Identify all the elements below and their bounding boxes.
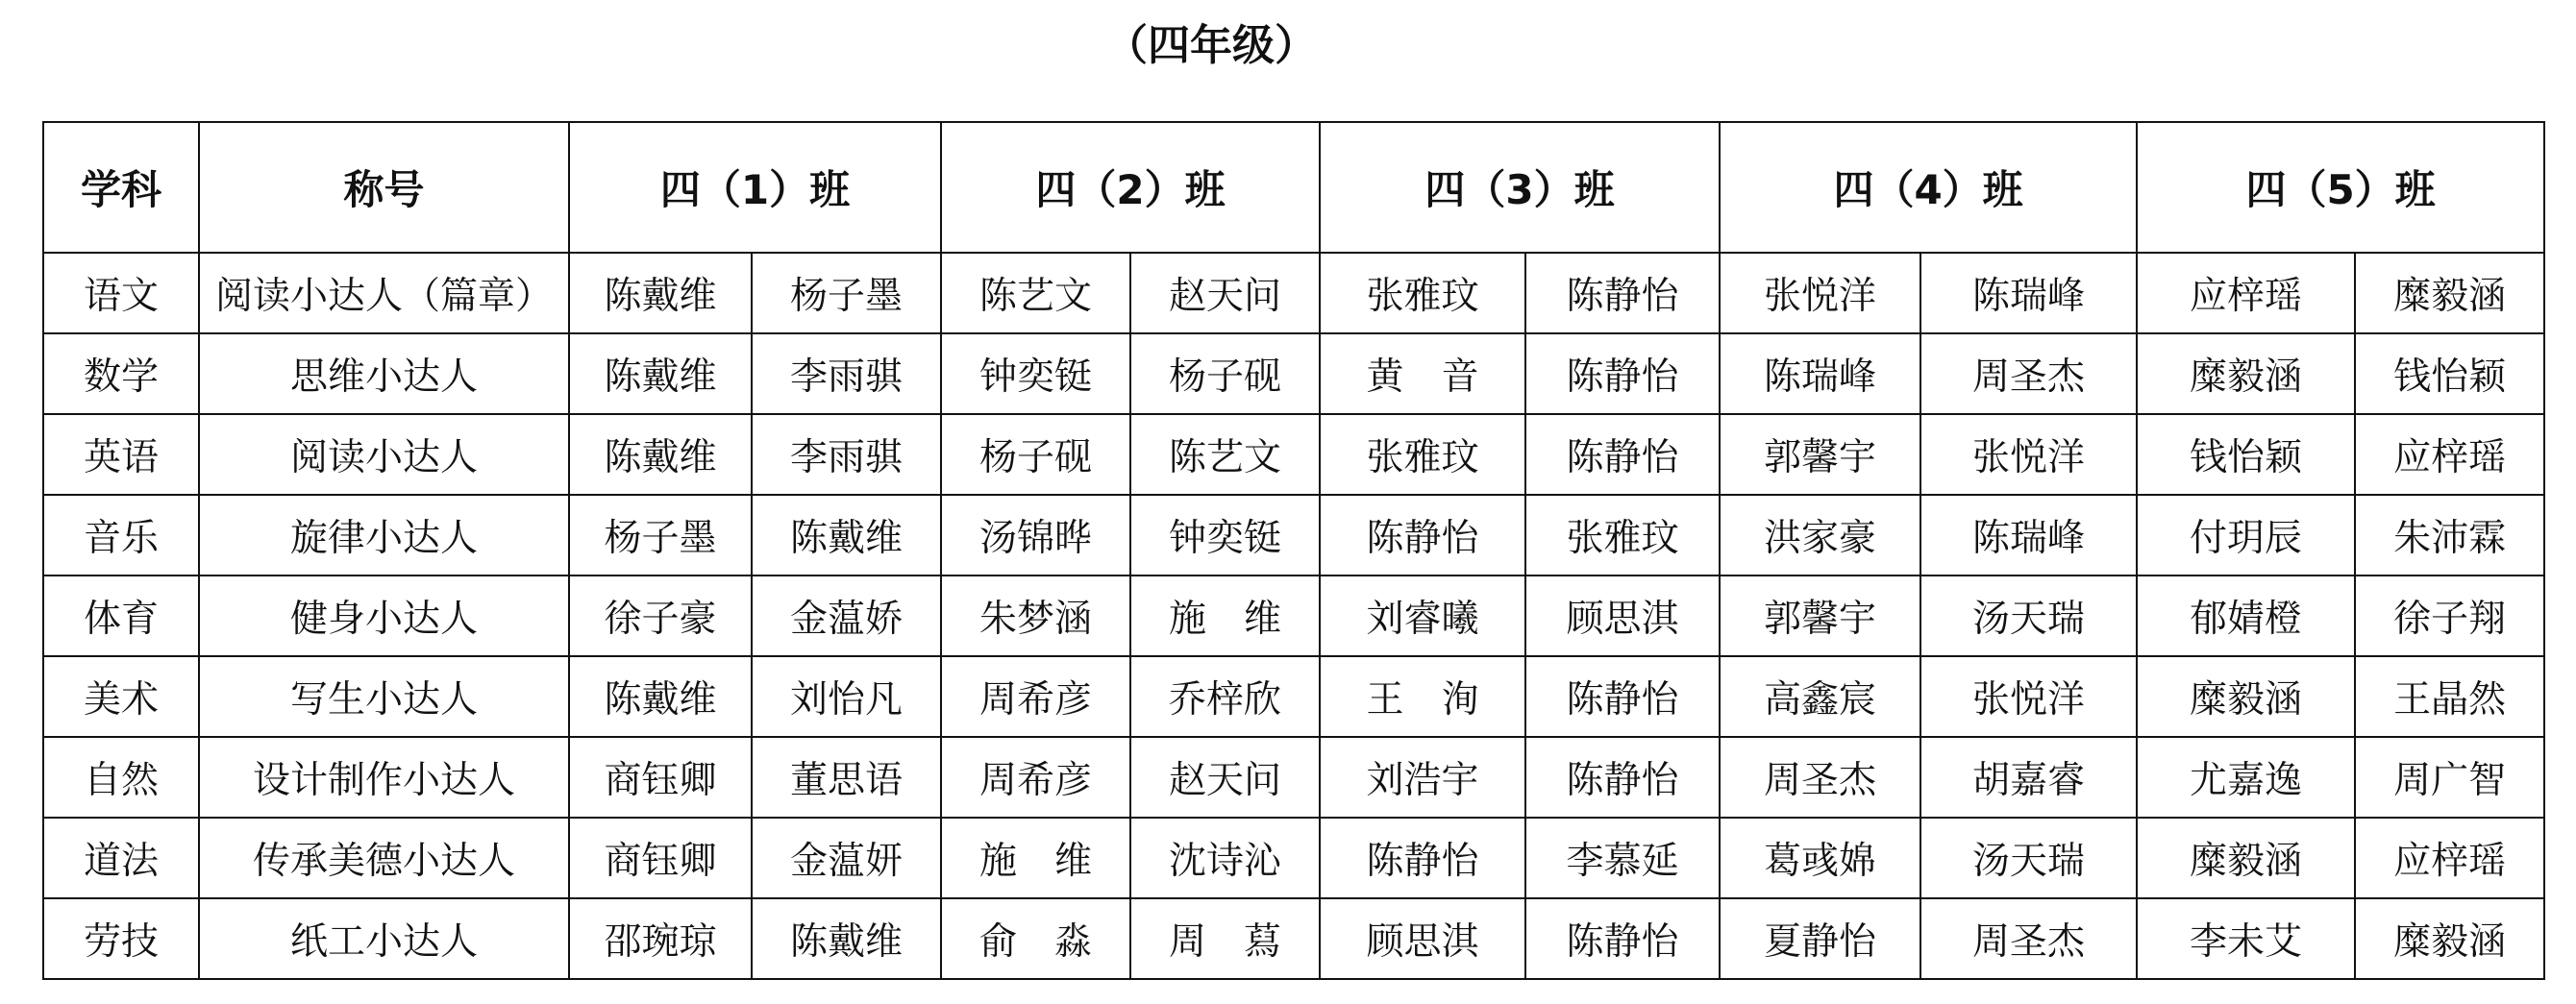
table-row [43,253,2544,333]
student-name-cell: 周希彦 [941,737,1130,818]
student-name-cell: 施 维 [941,818,1130,898]
table-row [43,414,2544,495]
student-name-cell: 李雨骐 [752,414,941,495]
student-name-cell: 徐子豪 [569,575,752,656]
student-name-cell: 陈艺文 [1130,414,1320,495]
student-name-cell: 乔梓欣 [1130,656,1320,737]
student-name-cell: 汤天瑞 [1920,575,2137,656]
subject-cell: 语文 [43,253,199,333]
table-row [43,495,2544,575]
student-name-cell: 陈静怡 [1320,818,1525,898]
student-name-cell: 夏静怡 [1720,898,1920,979]
student-name-cell: 陈戴维 [752,495,941,575]
student-name-cell: 葛彧婂 [1720,818,1920,898]
student-name-cell: 施 维 [1130,575,1320,656]
student-name-cell: 李雨骐 [752,333,941,414]
student-name-cell: 应梓瑶 [2355,818,2544,898]
student-name-cell: 商钰卿 [569,737,752,818]
awards-table [42,121,2545,980]
student-name-cell: 朱沛霖 [2355,495,2544,575]
student-name-cell: 应梓瑶 [2355,414,2544,495]
table-header [43,122,2544,253]
student-name-cell: 陈戴维 [569,656,752,737]
student-name-cell: 周圣杰 [1920,333,2137,414]
table-row [43,656,2544,737]
student-name-cell: 刘怡凡 [752,656,941,737]
student-name-cell: 付玥辰 [2137,495,2355,575]
student-name-cell: 陈静怡 [1320,495,1525,575]
student-name-cell: 杨子墨 [752,253,941,333]
table-row [43,898,2544,979]
student-name-cell: 顾思淇 [1320,898,1525,979]
student-name-cell: 陈戴维 [569,414,752,495]
student-name-cell: 周希彦 [941,656,1130,737]
student-name-cell: 陈戴维 [752,898,941,979]
subject-cell: 美术 [43,656,199,737]
subject-cell: 音乐 [43,495,199,575]
student-name-cell: 张悦洋 [1720,253,1920,333]
student-name-cell: 周圣杰 [1720,737,1920,818]
student-name-cell: 周圣杰 [1920,898,2137,979]
student-name-cell: 周广智 [2355,737,2544,818]
title-cell: 设计制作小达人 [199,737,569,818]
student-name-cell: 刘睿曦 [1320,575,1525,656]
student-name-cell: 陈瑞峰 [1920,495,2137,575]
student-name-cell: 张雅玟 [1320,253,1525,333]
title-cell: 阅读小达人（篇章） [199,253,569,333]
student-name-cell: 俞 淼 [941,898,1130,979]
title-cell: 纸工小达人 [199,898,569,979]
student-name-cell: 朱梦涵 [941,575,1130,656]
header-class-5: 四（5）班 [2137,122,2544,253]
student-name-cell: 钟奕铤 [1130,495,1320,575]
header-subject: 学科 [43,122,199,253]
subject-cell: 自然 [43,737,199,818]
subject-cell: 劳技 [43,898,199,979]
title-cell: 健身小达人 [199,575,569,656]
student-name-cell: 糜毅涵 [2137,818,2355,898]
subject-cell: 英语 [43,414,199,495]
student-name-cell: 陈静怡 [1525,656,1720,737]
student-name-cell: 王 洵 [1320,656,1525,737]
student-name-cell: 李未艾 [2137,898,2355,979]
student-name-cell: 胡嘉睿 [1920,737,2137,818]
header-class-4: 四（4）班 [1720,122,2137,253]
student-name-cell: 陈静怡 [1525,414,1720,495]
student-name-cell: 糜毅涵 [2355,898,2544,979]
student-name-cell: 顾思淇 [1525,575,1720,656]
student-name-cell: 沈诗沁 [1130,818,1320,898]
student-name-cell: 杨子砚 [941,414,1130,495]
student-name-cell: 郭馨宇 [1720,575,1920,656]
subject-cell: 数学 [43,333,199,414]
subject-cell: 道法 [43,818,199,898]
student-name-cell: 高鑫宸 [1720,656,1920,737]
page-title: （四年级） [1105,21,1317,70]
title-cell: 旋律小达人 [199,495,569,575]
student-name-cell: 徐子翔 [2355,575,2544,656]
student-name-cell: 陈戴维 [569,253,752,333]
student-name-cell: 尤嘉逸 [2137,737,2355,818]
student-name-cell: 钱怡颖 [2355,333,2544,414]
student-name-cell: 应梓瑶 [2137,253,2355,333]
student-name-cell: 黄 音 [1320,333,1525,414]
student-name-cell: 糜毅涵 [2355,253,2544,333]
table-row [43,575,2544,656]
title-cell: 传承美德小达人 [199,818,569,898]
student-name-cell: 张悦洋 [1920,414,2137,495]
student-name-cell: 陈戴维 [569,333,752,414]
student-name-cell: 金蕰娇 [752,575,941,656]
header-class-1: 四（1）班 [569,122,941,253]
title-cell: 阅读小达人 [199,414,569,495]
student-name-cell: 张雅玟 [1525,495,1720,575]
student-name-cell: 郭馨宇 [1720,414,1920,495]
student-name-cell: 李慕延 [1525,818,1720,898]
student-name-cell: 金蕰妍 [752,818,941,898]
subject-cell: 体育 [43,575,199,656]
student-name-cell: 商钰卿 [569,818,752,898]
student-name-cell: 陈艺文 [941,253,1130,333]
title-cell: 思维小达人 [199,333,569,414]
table-body [43,253,2544,979]
student-name-cell: 郁婧橙 [2137,575,2355,656]
student-name-cell: 钟奕铤 [941,333,1130,414]
header-class-2: 四（2）班 [941,122,1320,253]
header-class-3: 四（3）班 [1320,122,1720,253]
student-name-cell: 张悦洋 [1920,656,2137,737]
table-row [43,818,2544,898]
student-name-cell: 邵琬琼 [569,898,752,979]
title-cell: 写生小达人 [199,656,569,737]
student-name-cell: 陈静怡 [1525,737,1720,818]
student-name-cell: 陈静怡 [1525,253,1720,333]
student-name-cell: 陈瑞峰 [1720,333,1920,414]
student-name-cell: 赵天问 [1130,253,1320,333]
student-name-cell: 糜毅涵 [2137,656,2355,737]
student-name-cell: 洪家豪 [1720,495,1920,575]
table-row [43,333,2544,414]
student-name-cell: 赵天问 [1130,737,1320,818]
student-name-cell: 汤锦晔 [941,495,1130,575]
student-name-cell: 钱怡颖 [2137,414,2355,495]
student-name-cell: 周 蕮 [1130,898,1320,979]
student-name-cell: 杨子砚 [1130,333,1320,414]
student-name-cell: 陈瑞峰 [1920,253,2137,333]
student-name-cell: 陈静怡 [1525,333,1720,414]
student-name-cell: 陈静怡 [1525,898,1720,979]
header-title: 称号 [199,122,569,253]
student-name-cell: 糜毅涵 [2137,333,2355,414]
header-row [43,122,2544,253]
student-name-cell: 张雅玟 [1320,414,1525,495]
student-name-cell: 王晶然 [2355,656,2544,737]
student-name-cell: 刘浩宇 [1320,737,1525,818]
student-name-cell: 汤天瑞 [1920,818,2137,898]
student-name-cell: 董思语 [752,737,941,818]
student-name-cell: 杨子墨 [569,495,752,575]
table-row [43,737,2544,818]
